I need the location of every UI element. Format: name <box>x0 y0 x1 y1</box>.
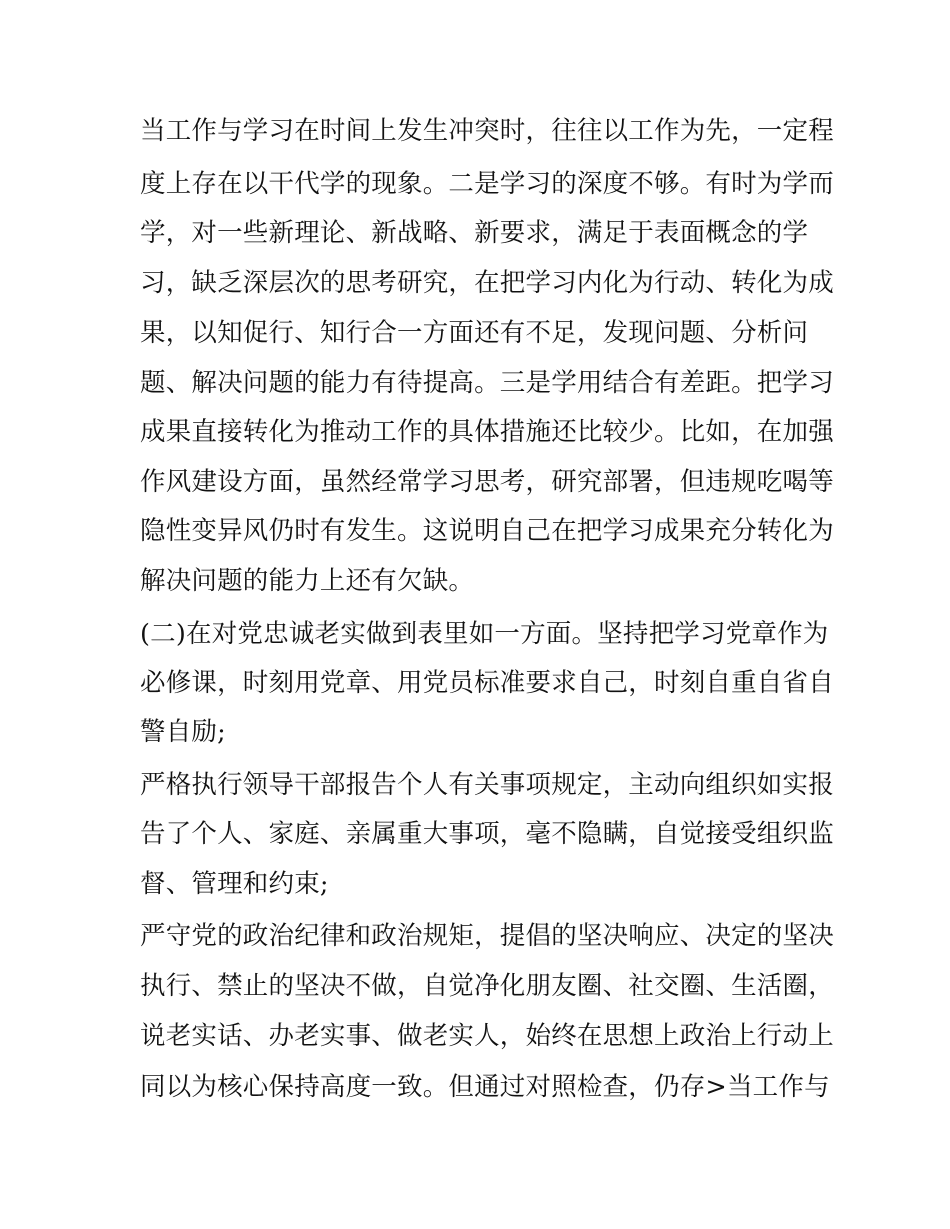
text-line: 必修课，时刻用党章、用党员标准要求自己，时刻自重自省自 <box>140 668 834 698</box>
text-line: 警自励; <box>140 717 226 747</box>
text-line: 说老实话、办老实事、做老实人，始终在思想上政治上行动上 <box>140 1021 834 1051</box>
text-line: 习，缺乏深层次的思考研究，在把学习内化为行动、转化为成 <box>140 268 834 298</box>
text-line: (二)在对党忠诚老实做到表里如一方面。坚持把学习党章作为 <box>140 619 829 649</box>
text-line: 度上存在以干代学的现象。二是学习的深度不够。有时为学而 <box>140 169 834 199</box>
text-line: 学，对一些新理论、新战略、新要求，满足于表面概念的学 <box>140 218 809 248</box>
text-line: 隐性变异风仍时有发生。这说明自己在把学习成果充分转化为 <box>140 516 834 546</box>
text-line: 作风建设方面，虽然经常学习思考，研究部署，但违规吃喝等 <box>140 467 834 497</box>
text-line: 督、管理和约束; <box>140 869 329 899</box>
text-line: 果，以知促行、知行合一方面还有不足，发现问题、分析问 <box>140 318 809 348</box>
text-line: 严守党的政治纪律和政治规矩，提倡的坚决响应、决定的坚决 <box>140 921 834 951</box>
text-line: 同以为核心保持高度一致。但通过对照检查，仍存>当工作与 <box>140 1072 830 1102</box>
text-line: 执行、禁止的坚决不做，自觉净化朋友圈、社交圈、生活圈， <box>140 971 834 1001</box>
text-line: 当工作与学习在时间上发生冲突时，往往以工作为先，一定程 <box>140 116 834 146</box>
text-line: 成果直接转化为推动工作的具体措施还比较少。比如，在加强 <box>140 417 834 447</box>
text-line: 解决问题的能力上还有欠缺。 <box>140 566 475 596</box>
text-line: 严格执行领导干部报告个人有关事项规定，主动向组织如实报 <box>140 770 834 800</box>
text-line: 题、解决问题的能力有待提高。三是学用结合有差距。把学习 <box>140 368 834 398</box>
text-line: 告了个人、家庭、亲属重大事项，毫不隐瞒，自觉接受组织监 <box>140 819 834 849</box>
